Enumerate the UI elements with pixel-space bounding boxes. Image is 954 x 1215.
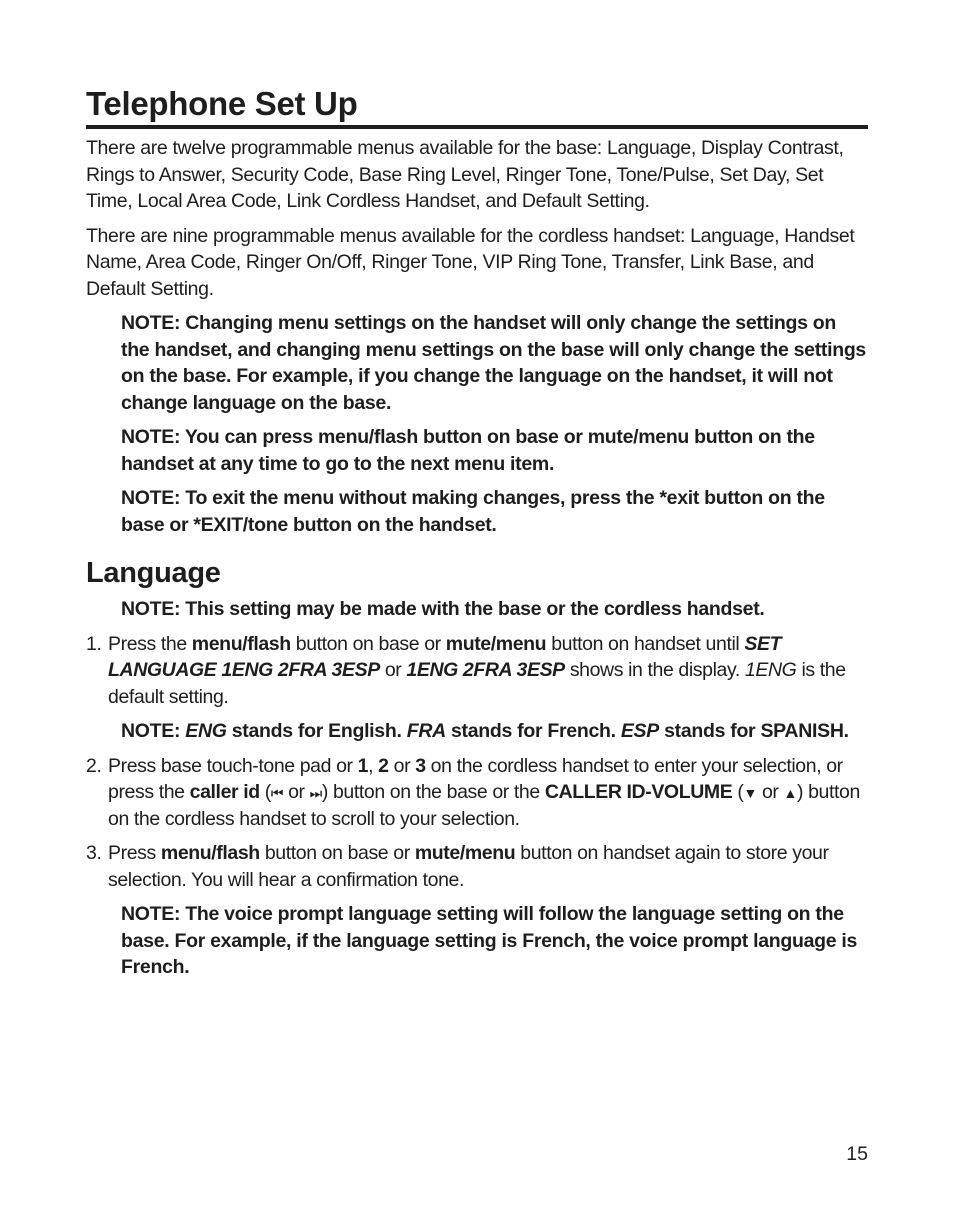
code-esp: ESP <box>620 720 659 742</box>
title-rule <box>86 125 868 129</box>
page-number: 15 <box>846 1143 868 1165</box>
text: , <box>368 754 379 777</box>
step-number: 1. <box>86 632 102 655</box>
note-menu-settings: NOTE: Changing menu settings on the handset will only change the settings on the handset, and changing menu settings on the base will only change the settings on the base. For example, if you change the language on the handset, it will not change language on the base. <box>121 312 866 414</box>
step-number: 3. <box>86 842 102 864</box>
text: Press base touch-tone pad or <box>108 754 358 777</box>
code-eng: ENG <box>185 720 227 742</box>
key-mute-menu: mute/menu <box>414 842 516 864</box>
section-heading-language: Language <box>86 557 221 589</box>
note-language-codes <box>121 718 868 745</box>
text: stands for French. <box>445 720 621 742</box>
step-number: 2. <box>86 754 102 777</box>
text: button on base or <box>259 842 415 864</box>
text: shows in the display. <box>564 659 745 681</box>
step-3 <box>86 840 868 893</box>
note-voice-prompt: NOTE: The voice prompt language setting will follow the language setting on the base. For example, if the language setting is French, the voice prompt language is French. <box>121 903 858 978</box>
text: NOTE: <box>121 720 186 742</box>
display-text: SET LANGUAGE 1ENG 2FRA 3ESP <box>108 632 782 681</box>
text: ( <box>259 781 271 803</box>
key-mute-menu: mute/menu <box>445 632 547 655</box>
text: button on handset again to store your selection. You will hear a confirmation tone. <box>108 842 829 891</box>
key-menu-flash: menu/flash <box>191 632 291 655</box>
text: Press <box>108 842 161 864</box>
text: ) button on the base or the <box>321 781 545 803</box>
note-next-menu-item: NOTE: You can press menu/flash button on base or mute/menu button on the handset at any time to go to the next menu item. <box>121 426 815 475</box>
arrow-up-icon: ▲ <box>783 785 797 801</box>
text: button on base or <box>290 632 446 655</box>
step-1 <box>86 631 868 711</box>
key-caller-id-volume: CALLER ID-VOLUME <box>544 781 733 803</box>
text: ) button on the cordless handset to scroll to your selection. <box>108 781 860 830</box>
key-1: 1 <box>357 754 369 777</box>
page-title: Telephone Set Up <box>86 85 358 122</box>
intro-paragraph-handset: There are nine programmable menus available for the cordless handset: Language, Handset Name, Area Code, Ringer On/Off, Ringer Tone, VIP Ring Tone, Transfer, Link Base, and Default Setting. <box>86 224 855 300</box>
step-text <box>108 753 868 833</box>
text: or <box>283 781 310 803</box>
note-exit-menu: NOTE: To exit the menu without making changes, press the *exit button on the base or *EXIT/tone button on the handset. <box>121 487 825 536</box>
text: Press the <box>108 632 192 655</box>
key-3: 3 <box>415 754 426 777</box>
text: stands for English. <box>226 720 407 742</box>
code-fra: FRA <box>406 720 446 742</box>
key-caller-id: caller id <box>189 781 260 803</box>
text: is the default setting. <box>108 659 846 708</box>
text: or <box>756 781 784 803</box>
step-2 <box>86 753 868 833</box>
page-content <box>86 84 868 989</box>
arrow-down-icon: ▼ <box>743 785 757 801</box>
intro-paragraph-base: There are twelve programmable menus available for the base: Language, Display Contrast, Rings to Answer, Security Code, Base Ring Level, Ringer Tone, Tone/Pulse, Set Day, Set Time, Local Area Code, Link Cordless Handset, and Default Setting. <box>86 137 844 212</box>
step-text <box>108 840 868 893</box>
skip-back-icon: ⏮ <box>270 785 284 801</box>
key-menu-flash: menu/flash <box>160 842 260 864</box>
skip-forward-icon: ⏭ <box>309 785 322 801</box>
note-language-setting: NOTE: This setting may be made with the base or the cordless handset. <box>121 598 765 620</box>
text: on the cordless handset to enter your selection, or press the <box>108 754 843 803</box>
display-text: 1ENG 2FRA 3ESP <box>406 659 565 681</box>
text: or <box>379 659 407 681</box>
text: or <box>388 754 416 777</box>
text: ( <box>732 781 744 803</box>
text: stands for SPANISH. <box>658 720 849 742</box>
text: button on handset until <box>546 632 745 655</box>
key-2: 2 <box>378 754 389 777</box>
default-value: 1ENG <box>744 659 797 681</box>
step-text <box>108 631 868 711</box>
